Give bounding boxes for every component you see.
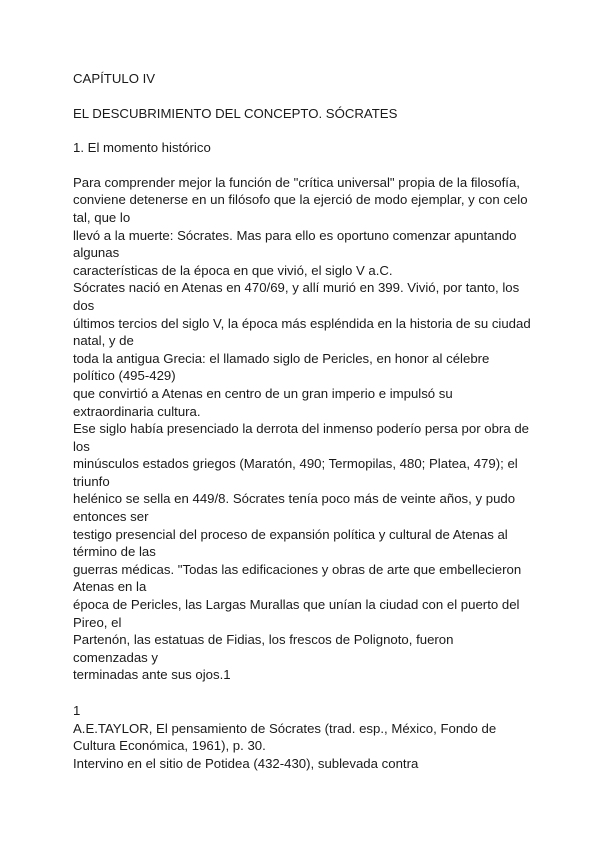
body-line: Para comprender mejor la función de "crítica universal" propia de la filosofía,: [73, 174, 520, 190]
body-line: algunas: [73, 245, 120, 261]
body-line: terminadas ante sus ojos.1: [73, 667, 231, 683]
body-line: Ese siglo había presenciado la derrota del inmenso poderío persa por obra de: [73, 421, 529, 437]
footnotes: [73, 702, 543, 772]
body-line: guerras médicas. "Todas las edificaciones y obras de arte que embellecieron: [73, 561, 522, 577]
body-line: testigo presencial del proceso de expansión política y cultural de Atenas al: [73, 526, 508, 542]
body-line: conviene detenerse en un filósofo que la ejerció de modo ejemplar, y con celo: [73, 192, 528, 208]
footnote-line: Cultura Económica, 1961), p. 30.: [73, 738, 266, 754]
document-page: [73, 70, 543, 772]
body-line: Atenas en la: [73, 579, 147, 595]
footnote-number: 1: [73, 703, 81, 718]
body-line: época de Pericles, las Largas Murallas que unían la ciudad con el puerto del: [73, 597, 520, 613]
body-line: toda la antigua Grecia: el llamado siglo de Pericles, en honor al célebre: [73, 350, 490, 366]
body-line: Pireo, el: [73, 614, 122, 630]
body-line: Sócrates nació en Atenas en 470/69, y allí murió en 399. Vivió, por tanto, los: [73, 280, 520, 296]
body-line: los: [73, 438, 90, 454]
body-line: dos: [73, 297, 95, 313]
body-line: extraordinaria cultura.: [73, 403, 201, 419]
body-line: que convirtió a Atenas en centro de un gran imperio e impulsó su: [73, 385, 453, 401]
chapter-heading: CAPÍTULO IV: [73, 71, 156, 86]
body-line: minúsculos estados griegos (Maratón, 490; Termopilas, 480; Platea, 479); el: [73, 456, 518, 472]
body-line: Partenón, las estatuas de Fidias, los frescos de Polignoto, fueron: [73, 632, 454, 648]
body-line: últimos tercios del siglo V, la época más espléndida en la historia de su ciudad: [73, 315, 531, 331]
body-line: natal, y de: [73, 333, 134, 349]
section-heading: 1. El momento histórico: [73, 140, 211, 156]
chapter-title: EL DESCUBRIMIENTO DEL CONCEPTO. SÓCRATES: [73, 105, 398, 121]
body-line: entonces ser: [73, 509, 149, 525]
body-line: término de las: [73, 544, 156, 560]
body-line: características de la época en que vivió, el siglo V a.C.: [73, 262, 393, 278]
body-line: llevó a la muerte: Sócrates. Mas para ello es oportuno comenzar apuntando: [73, 227, 517, 243]
body-line: comenzadas y: [73, 649, 159, 665]
body-line: tal, que lo: [73, 209, 131, 225]
body-line: helénico se sella en 449/8. Sócrates tenía poco más de veinte años, y pudo: [73, 491, 516, 507]
body-text: [73, 174, 543, 684]
footnote-line: A.E.TAYLOR, El pensamiento de Sócrates (trad. esp., México, Fondo de: [73, 720, 497, 736]
body-line: político (495-429): [73, 368, 176, 384]
body-line: triunfo: [73, 473, 110, 489]
footnote-line: Intervino en el sitio de Potidea (432-430), sublevada contra: [73, 755, 419, 771]
